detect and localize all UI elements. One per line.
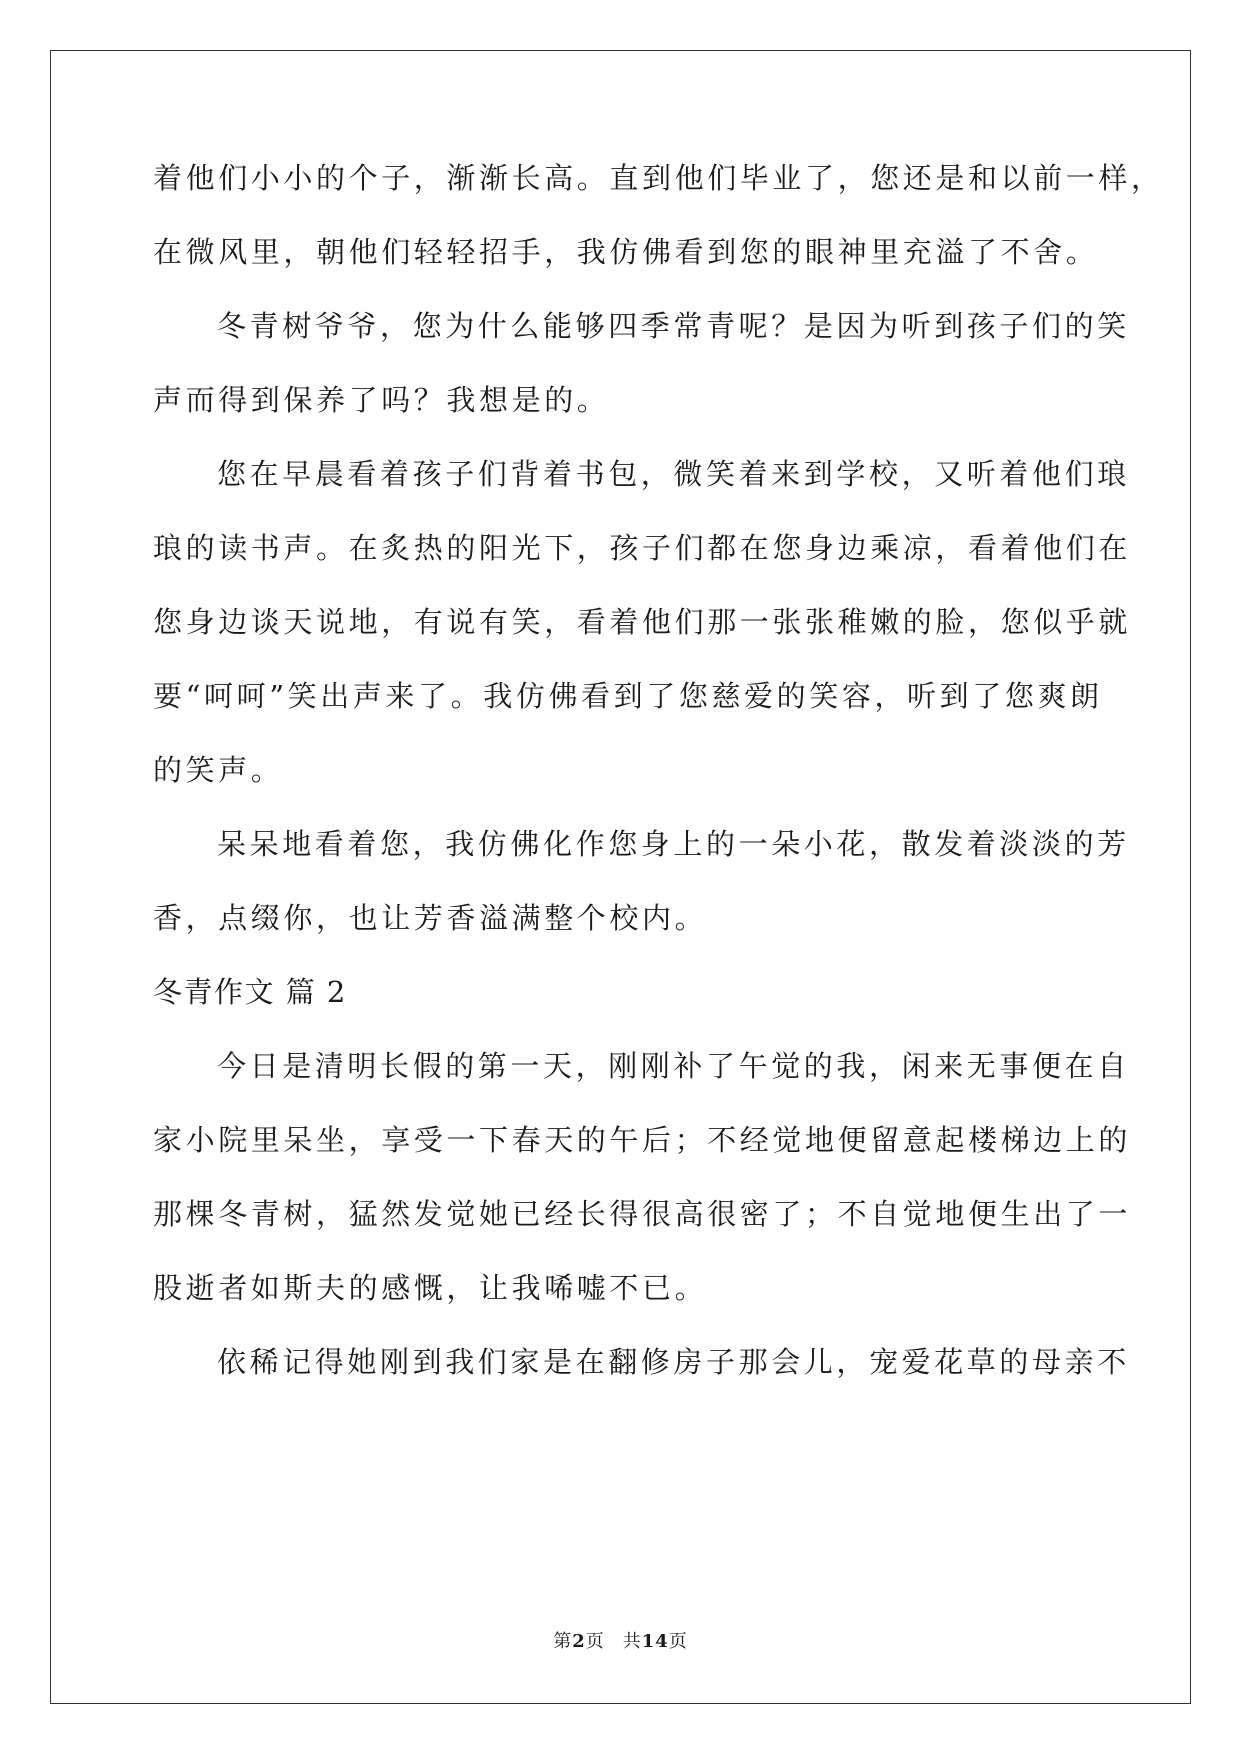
paragraph-start-line: 呆呆地看着您，我仿佛化作您身上的一朵小花，散发着淡淡的芳 bbox=[217, 827, 1130, 861]
text-line: 在微风里，朝他们轻轻招手，我仿佛看到您的眼神里充溢了不舍。 bbox=[153, 235, 1099, 269]
text-line: 声而得到保养了吗？我想是的。 bbox=[153, 383, 610, 417]
paragraph-start-line: 您在早晨看着孩子们背着书包，微笑着来到学校，又听着他们琅 bbox=[217, 457, 1130, 491]
text-line: 着他们小小的个子，渐渐长高。直到他们毕业了，您还是和以前一样， bbox=[153, 161, 1164, 195]
text-line: 琅的读书声。在炙热的阳光下，孩子们都在您身边乘凉，看着他们在 bbox=[153, 531, 1132, 565]
page-border bbox=[50, 50, 1191, 1704]
total-pages: 14 bbox=[641, 1631, 669, 1652]
page-footer bbox=[0, 1630, 1241, 1654]
page-prefix: 第 bbox=[553, 1631, 573, 1652]
text-line: 股逝者如斯夫的感慨，让我唏嘘不已。 bbox=[153, 1271, 708, 1305]
page-suffix: 页 bbox=[585, 1631, 605, 1652]
text-line: 香，点缀你，也让芳香溢满整个校内。 bbox=[153, 901, 708, 935]
section-heading: 冬青作文 篇 2 bbox=[153, 975, 347, 1009]
text-line: 家小院里呆坐，享受一下春天的午后；不经觉地便留意起楼梯边上的 bbox=[153, 1123, 1132, 1157]
text-line: 的笑声。 bbox=[153, 753, 284, 787]
paragraph-start-line: 冬青树爷爷，您为什么能够四季常青呢？是因为听到孩子们的笑 bbox=[217, 309, 1130, 343]
text-line: 您身边谈天说地，有说有笑，看着他们那一张张稚嫩的脸，您似乎就 bbox=[153, 605, 1132, 639]
page-number: 2 bbox=[572, 1631, 586, 1652]
paragraph-start-line: 今日是清明长假的第一天，刚刚补了午觉的我，闲来无事便在自 bbox=[217, 1049, 1130, 1083]
text-line: 要“呵呵”笑出声来了。我仿佛看到了您慈爱的笑容，听到了您爽朗 bbox=[153, 679, 1103, 713]
total-suffix: 页 bbox=[668, 1631, 688, 1652]
paragraph-start-line: 依稀记得她刚到我们家是在翻修房子那会儿，宠爱花草的母亲不 bbox=[217, 1345, 1130, 1379]
text-line: 那棵冬青树，猛然发觉她已经长得很高很密了；不自觉地便生出了一 bbox=[153, 1197, 1132, 1231]
total-prefix: 共 bbox=[622, 1631, 642, 1652]
